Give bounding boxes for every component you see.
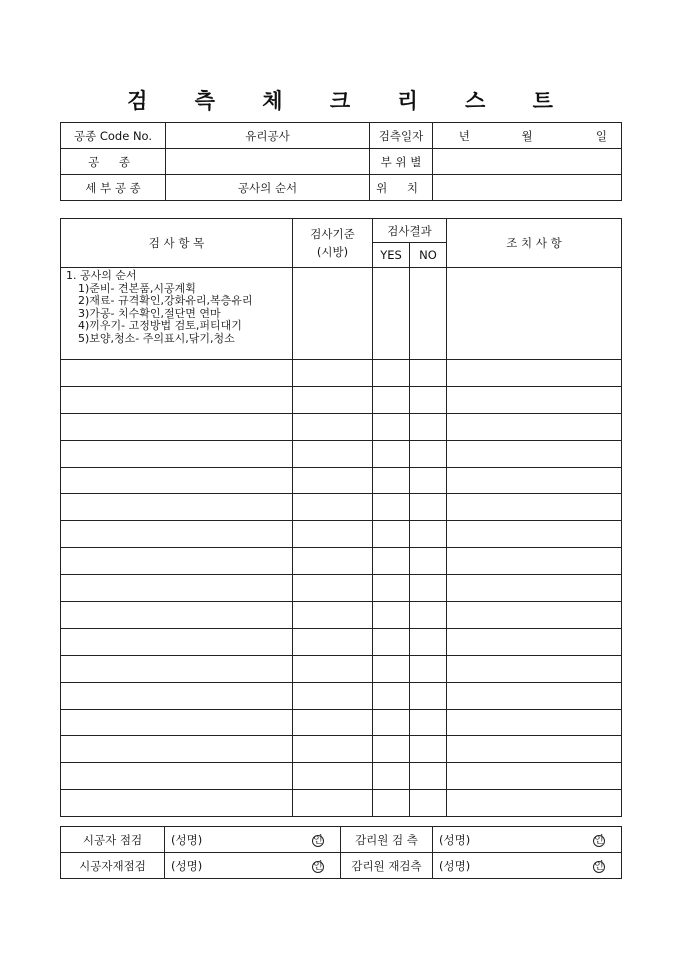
code-value[interactable]: 유리공사 [166, 123, 370, 149]
item-step: 4)끼우기- 고정방법 검토,퍼티대기 [78, 319, 242, 332]
no-cell[interactable] [410, 628, 447, 655]
trade-value[interactable] [166, 149, 370, 175]
action-cell[interactable] [447, 386, 622, 413]
item-cell[interactable] [61, 360, 293, 387]
standard-cell[interactable] [293, 575, 373, 602]
item-cell[interactable] [61, 736, 293, 763]
standard-cell[interactable] [293, 655, 373, 682]
sign-placeholder: (성명) [171, 832, 203, 847]
table-row [61, 440, 622, 467]
standard-cell[interactable] [293, 360, 373, 387]
table-row [61, 575, 622, 602]
yes-cell[interactable] [373, 494, 410, 521]
standard-cell[interactable] [293, 268, 373, 360]
yes-cell[interactable] [373, 548, 410, 575]
yes-cell[interactable] [373, 467, 410, 494]
empty-rows [61, 360, 622, 817]
item-step: 5)보양,청소- 주의표시,닦기,청소 [78, 331, 235, 345]
yes-cell[interactable] [373, 268, 410, 360]
no-cell[interactable] [410, 790, 447, 817]
contractor-recheck-label: 시공자재점검 [61, 853, 165, 879]
column-header-item: 검 사 항 목 [61, 219, 293, 268]
standard-cell[interactable] [293, 763, 373, 790]
action-cell[interactable] [447, 790, 622, 817]
action-cell[interactable] [447, 521, 622, 548]
action-cell[interactable] [447, 494, 622, 521]
yes-cell[interactable] [373, 440, 410, 467]
supervisor-check-label: 감리원 검 측 [341, 827, 433, 853]
item-cell[interactable] [61, 790, 293, 817]
table-row [61, 467, 622, 494]
item-cell[interactable] [61, 763, 293, 790]
no-cell[interactable] [410, 709, 447, 736]
action-cell[interactable] [447, 268, 622, 360]
action-cell[interactable] [447, 763, 622, 790]
no-cell[interactable] [410, 655, 447, 682]
column-header-standard [293, 219, 373, 268]
sign-placeholder: (성명) [439, 858, 471, 873]
table-row [61, 736, 622, 763]
part-value[interactable] [433, 149, 622, 175]
checklist-item-cell [61, 268, 293, 360]
no-cell[interactable] [410, 413, 447, 440]
standard-cell[interactable] [293, 736, 373, 763]
table-row [61, 763, 622, 790]
item-cell[interactable] [61, 655, 293, 682]
yes-cell[interactable] [373, 736, 410, 763]
table-row [61, 709, 622, 736]
no-cell[interactable] [410, 360, 447, 387]
part-label: 부 위 별 [370, 149, 433, 175]
standard-cell[interactable] [293, 467, 373, 494]
column-header-action: 조 치 사 항 [447, 219, 622, 268]
table-row [61, 494, 622, 521]
item-cell[interactable] [61, 548, 293, 575]
date-day[interactable]: 일 [559, 123, 622, 149]
action-cell[interactable] [447, 575, 622, 602]
action-cell[interactable] [447, 413, 622, 440]
yes-cell[interactable] [373, 709, 410, 736]
date-year[interactable]: 년 [433, 123, 496, 149]
item-heading: 1. 공사의 순서 [66, 269, 137, 282]
item-cell[interactable] [61, 521, 293, 548]
yes-cell[interactable] [373, 602, 410, 629]
yes-cell[interactable] [373, 682, 410, 709]
action-cell[interactable] [447, 655, 622, 682]
supervisor-recheck-label: 감리원 재검측 [341, 853, 433, 879]
standard-cell[interactable] [293, 628, 373, 655]
table-row [61, 790, 622, 817]
standard-cell[interactable] [293, 602, 373, 629]
contractor-check-sign[interactable] [165, 827, 341, 853]
table-row [61, 655, 622, 682]
standard-cell[interactable] [293, 682, 373, 709]
standard-line2: (시방) [316, 245, 349, 259]
column-header-result: 검사결과 [373, 219, 447, 243]
action-cell[interactable] [447, 467, 622, 494]
table-row [61, 413, 622, 440]
seal-icon: 인 [313, 860, 323, 872]
item-cell[interactable] [61, 575, 293, 602]
item-cell[interactable] [61, 413, 293, 440]
standard-cell[interactable] [293, 494, 373, 521]
no-cell[interactable] [410, 268, 447, 360]
standard-line1: 검사기준 [310, 227, 355, 241]
standard-cell[interactable] [293, 790, 373, 817]
action-cell[interactable] [447, 548, 622, 575]
page-title: 검 측 체 크 리 스 트 [127, 88, 573, 113]
yes-cell[interactable] [373, 413, 410, 440]
standard-cell[interactable] [293, 709, 373, 736]
action-cell[interactable] [447, 360, 622, 387]
no-cell[interactable] [410, 736, 447, 763]
table-row [61, 602, 622, 629]
yes-cell[interactable] [373, 575, 410, 602]
column-header-yes: YES [373, 243, 410, 268]
standard-cell[interactable] [293, 521, 373, 548]
code-label: 공종 Code No. [61, 123, 166, 149]
no-cell[interactable] [410, 763, 447, 790]
action-cell[interactable] [447, 709, 622, 736]
action-cell[interactable] [447, 628, 622, 655]
no-cell[interactable] [410, 548, 447, 575]
no-cell[interactable] [410, 521, 447, 548]
standard-cell[interactable] [293, 440, 373, 467]
standard-cell[interactable] [293, 413, 373, 440]
no-cell[interactable] [410, 602, 447, 629]
item-cell[interactable] [61, 440, 293, 467]
supervisor-check-sign[interactable] [433, 827, 622, 853]
seal-icon: 인 [313, 834, 323, 846]
sign-placeholder: (성명) [171, 858, 203, 873]
table-row [61, 386, 622, 413]
yes-cell[interactable] [373, 360, 410, 387]
detail-value[interactable]: 공사의 순서 [166, 175, 370, 201]
trade-label: 공 종 [61, 149, 166, 175]
item-cell[interactable] [61, 602, 293, 629]
table-row [61, 628, 622, 655]
header-info-table [60, 122, 622, 201]
no-cell[interactable] [410, 494, 447, 521]
yes-cell[interactable] [373, 386, 410, 413]
seal-icon: 인 [594, 860, 604, 872]
item-cell[interactable] [61, 628, 293, 655]
yes-cell[interactable] [373, 790, 410, 817]
action-cell[interactable] [447, 682, 622, 709]
item-cell[interactable] [61, 682, 293, 709]
item-cell[interactable] [61, 709, 293, 736]
table-row [61, 548, 622, 575]
seal-icon: 인 [594, 834, 604, 846]
no-cell[interactable] [410, 575, 447, 602]
item-step: 3)가공- 치수확인,절단면 연마 [78, 306, 221, 320]
action-cell[interactable] [447, 736, 622, 763]
column-header-no: NO [410, 243, 447, 268]
table-row [61, 682, 622, 709]
no-cell[interactable] [410, 682, 447, 709]
date-label: 검측일자 [370, 123, 433, 149]
supervisor-recheck-sign[interactable] [433, 853, 622, 879]
sign-placeholder: (성명) [439, 832, 471, 847]
item-step: 1)준비- 견본품,시공계획 [78, 281, 196, 295]
standard-cell[interactable] [293, 548, 373, 575]
no-cell[interactable] [410, 386, 447, 413]
location-value[interactable] [433, 175, 622, 201]
action-cell[interactable] [447, 440, 622, 467]
yes-cell[interactable] [373, 655, 410, 682]
date-month[interactable]: 월 [496, 123, 559, 149]
item-cell[interactable] [61, 386, 293, 413]
detail-label: 세 부 공 종 [61, 175, 166, 201]
standard-cell[interactable] [293, 386, 373, 413]
yes-cell[interactable] [373, 763, 410, 790]
location-label: 위 치 [370, 175, 433, 201]
item-step: 2)재료- 규격확인,강화유리,복층유리 [78, 294, 253, 307]
yes-cell[interactable] [373, 628, 410, 655]
no-cell[interactable] [410, 467, 447, 494]
item-cell[interactable] [61, 494, 293, 521]
contractor-check-label: 시공자 점검 [61, 827, 165, 853]
table-row [61, 521, 622, 548]
yes-cell[interactable] [373, 521, 410, 548]
no-cell[interactable] [410, 440, 447, 467]
item-cell[interactable] [61, 467, 293, 494]
table-row [61, 360, 622, 387]
checklist-table [60, 218, 622, 817]
signature-table [60, 826, 622, 879]
contractor-recheck-sign[interactable] [165, 853, 341, 879]
action-cell[interactable] [447, 602, 622, 629]
